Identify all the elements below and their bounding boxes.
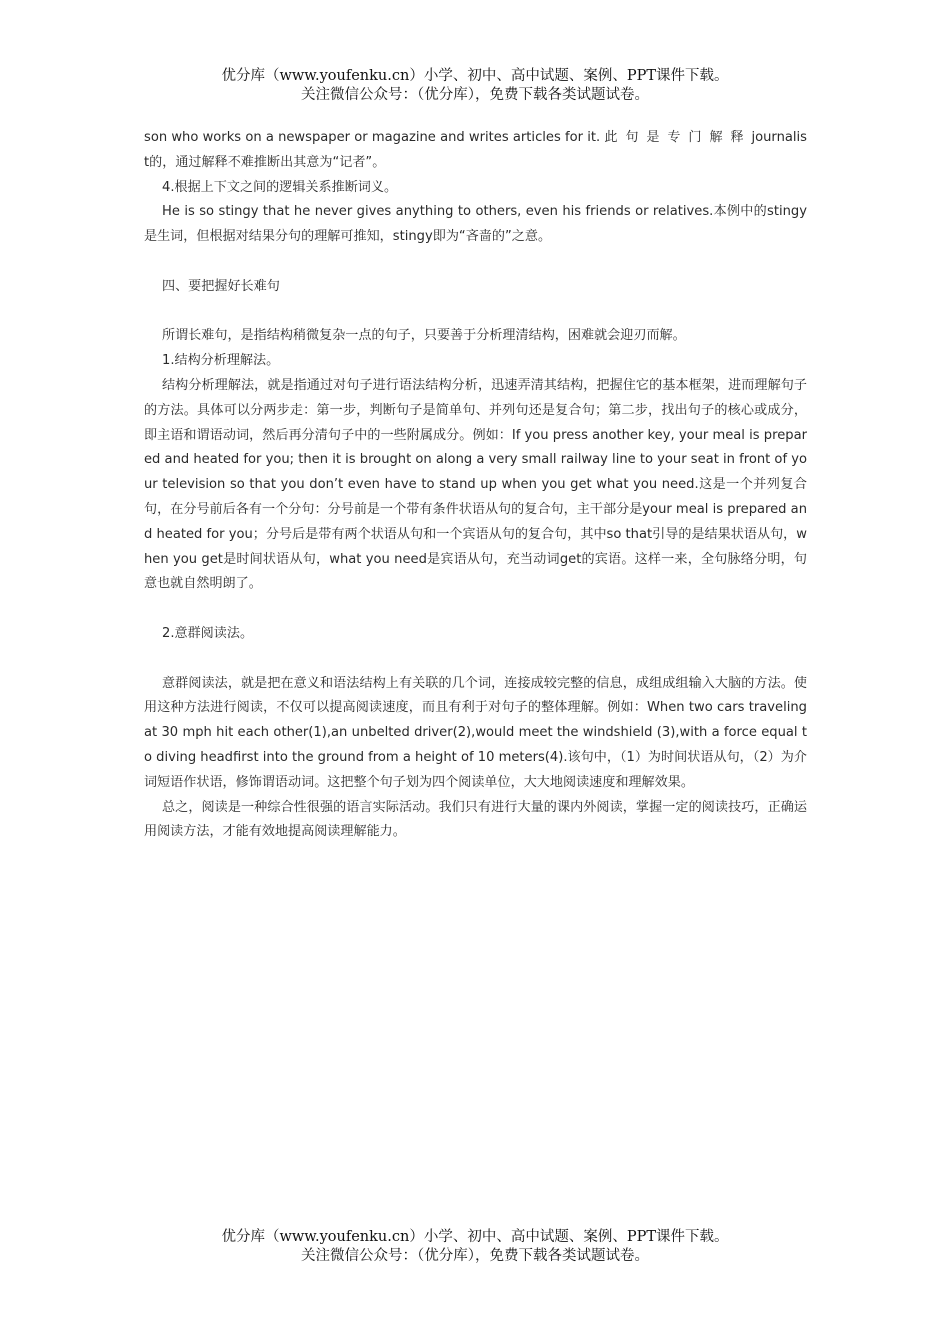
paragraph-text: 此句是专门解释: [604, 130, 752, 145]
spacer: [144, 597, 807, 622]
method-1-heading: 1.结构分析理解法。: [162, 353, 280, 369]
page-footer: [0, 1228, 950, 1266]
paragraph-text: son who works on a newspaper or magazine and writes articles for it.: [144, 130, 605, 145]
paragraph-structure-analysis: 结构分析理解法，就是指通过对句子进行语法结构分析，迅速弄清其结构，把握住它的基本框架，进而理解句子的方法。具体可以分两步走：第一步，判断句子是简单句、并列句还是复合句；第二步，找出句子的核心或成分，即主语和谓语动词，然后再分清句子中的一些附属成分。例如：If you press another key, your meal is prepared and heated for you; then it is brought on along a very small railway line to your seat in front of your television so that you don’t even have to stand up when you get what you need.这是一个并列复合句，在分号前后各有一个分句：分号前是一个带有条件状语从句的复合句，主干部分是your meal is prepared and heated for you；分号后是带有两个状语从句和一个宾语从句的复合句，其中so that引导的是结果状语从句，when you get是时间状语从句，what you need是宾语从句，充当动词get的宾语。这样一来，全句脉络分明，句意也就自然明朗了。: [144, 377, 807, 592]
footer-line-2: 关注微信公众号：（优分库），免费下载各类试题试卷。: [301, 1248, 649, 1264]
method-2-heading: 2.意群阅读法。: [162, 625, 254, 641]
header-line-2: 关注微信公众号：（优分库），免费下载各类试题试卷。: [301, 87, 649, 103]
page-header: [0, 67, 950, 105]
section-4-heading: 四、要把握好长难句: [162, 278, 280, 294]
footer-line-1: 优分库（www.youfenku.cn）小学、初中、高中试题、案例、PPT课件下载。: [221, 1229, 729, 1245]
spacer: [144, 250, 807, 275]
spacer: [144, 647, 807, 672]
paragraph-long-sentences-intro: 所谓长难句，是指结构稍微复杂一点的句子，只要善于分析理清结构，困难就会迎刃而解。: [162, 328, 686, 344]
paragraph-text: journalist的，通过解释不难推断出其意为“记者”。: [144, 130, 807, 170]
document-body: [144, 126, 807, 845]
paragraph-stingy-example: He is so stingy that he never gives anything to others, even his friends or relatives.本例中的stingy是生词，但根据对结果分句的理解可推知，stingy即为“吝啬的”之意。: [144, 204, 807, 245]
paragraph-sense-group-reading: 意群阅读法，就是把在意义和语法结构上有关联的几个词，连接成较完整的信息，成组成组输入大脑的方法。使用这种方法进行阅读，不仅可以提高阅读速度，而且有利于对句子的整体理解。例如：When two cars traveling at 30 mph hit each other(1),an unbelted driver(2),would meet the windshield (3),with a force equal to diving headfirst into the ground from a height of 10 meters(4).该句中，（1）为时间状语从句，（2）为介词短语作状语，修饰谓语动词。这把整个句子划为四个阅读单位，大大地阅读速度和理解效果。: [144, 675, 807, 790]
paragraph-journalist-definition: [144, 126, 807, 176]
paragraph-conclusion: 总之，阅读是一种综合性很强的语言实际活动。我们只有进行大量的课内外阅读，掌握一定的阅读技巧，正确运用阅读方法，才能有效地提高阅读理解能力。: [144, 799, 807, 840]
spacer: [144, 300, 807, 325]
method-4-heading: 4.根据上下文之间的逻辑关系推断词义。: [162, 179, 398, 195]
header-line-1: 优分库（www.youfenku.cn）小学、初中、高中试题、案例、PPT课件下载。: [221, 68, 729, 84]
